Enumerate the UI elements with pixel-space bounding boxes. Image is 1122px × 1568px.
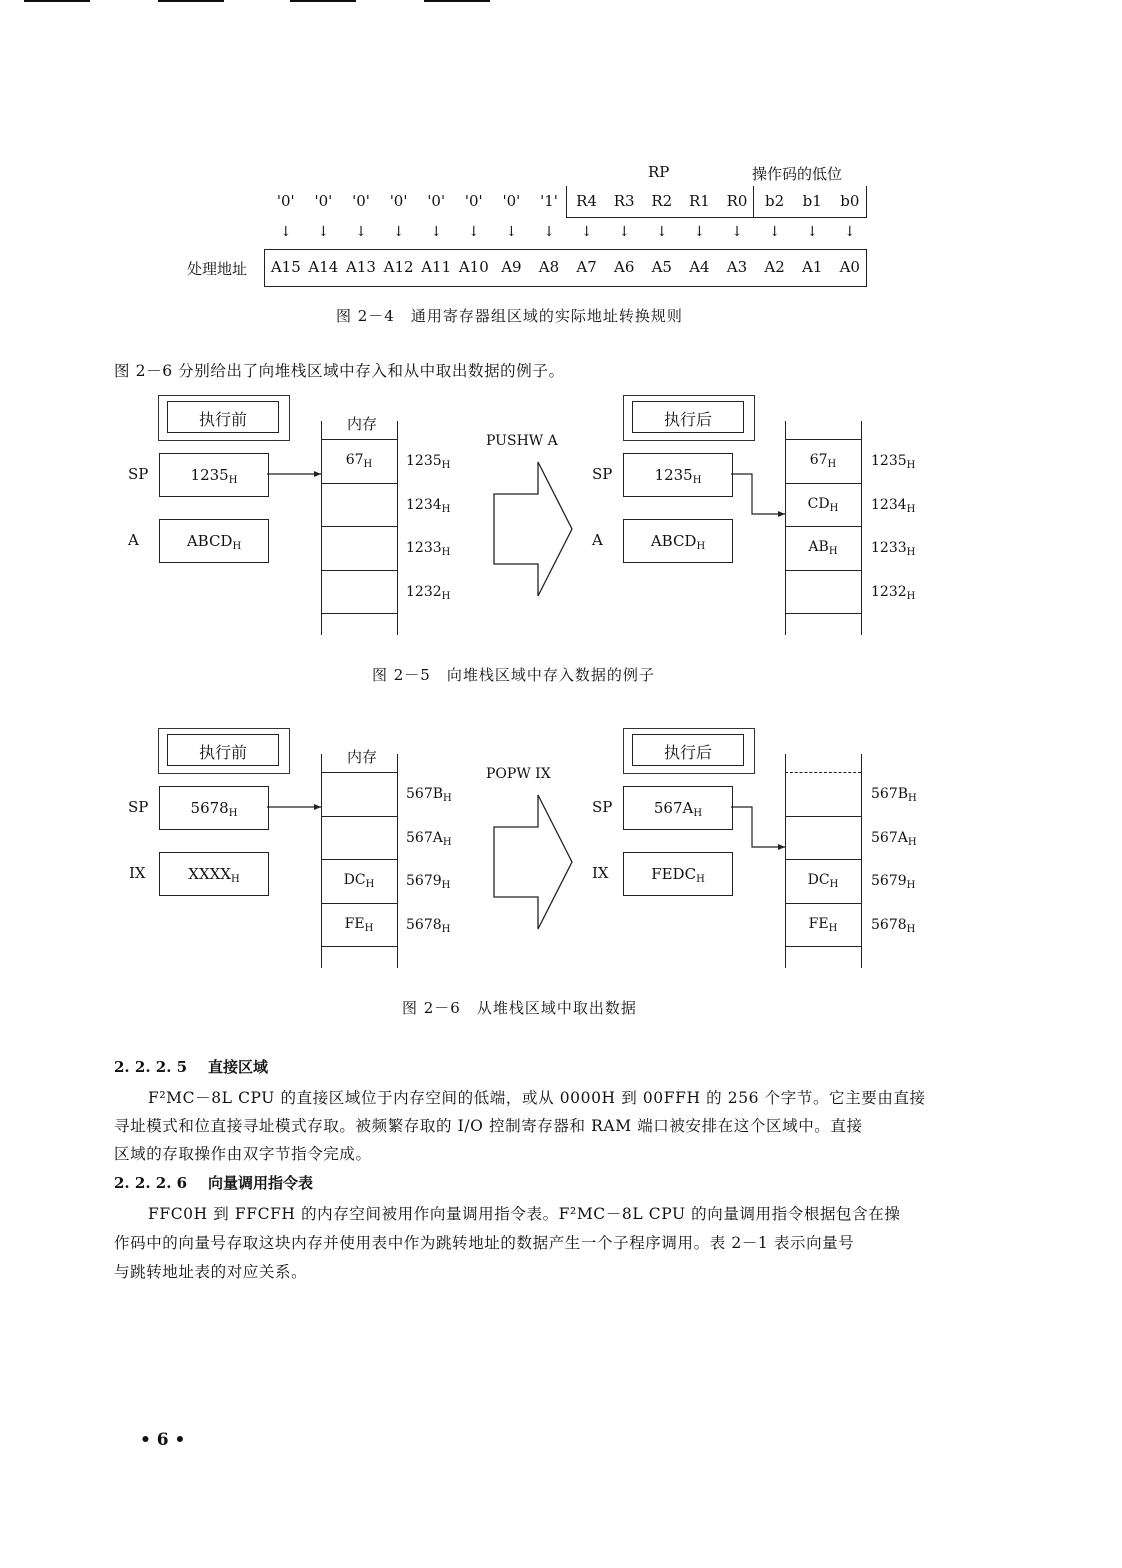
register-value-after: $ABCD_H$ — [650, 532, 706, 552]
sec225-line-1: F²MC－8L CPU 的直接区域位于内存空间的低端，或从 0000H 到 00FFH 的 256 个字节。它主要由直接 — [148, 1089, 926, 1107]
pointer-arrows — [0, 728, 1122, 988]
sp-pointer-after — [731, 807, 785, 847]
register-name: SP — [128, 798, 149, 816]
memory-label: 内存 — [347, 415, 378, 433]
down-arrow-icon: ↓ — [355, 224, 367, 240]
source-bit: R1 — [688, 192, 710, 210]
address-label-after: $5678_H$ — [871, 917, 916, 935]
address-bit: A9 — [501, 258, 522, 276]
memory-after-cell-value: $67_H$ — [809, 452, 837, 470]
address-label-after: $567B_H$ — [871, 786, 917, 804]
after-frame-label: 执行后 — [663, 410, 712, 429]
source-bit: R4 — [576, 192, 598, 210]
register-name: SP — [128, 465, 149, 483]
before-frame-label: 执行前 — [198, 743, 247, 762]
down-arrow-icon: ↓ — [543, 224, 555, 240]
before-frame-label: 执行前 — [198, 410, 247, 429]
address-label-after: $1232_H$ — [871, 584, 916, 602]
source-bit: b0 — [840, 192, 860, 210]
down-arrow-icon: ↓ — [392, 224, 405, 240]
address-label: $1235_H$ — [406, 453, 451, 471]
section-number: 2. 2. 2. 5 — [114, 1058, 188, 1076]
source-bit: '0' — [352, 192, 370, 210]
address-bit: A15 — [270, 258, 301, 276]
register-name: A — [128, 531, 139, 549]
processing-address-label: 处理地址 — [187, 260, 248, 278]
memory-before-cell-value: $DC_H$ — [343, 872, 375, 890]
after-frame-label: 执行后 — [663, 743, 712, 762]
register-name-after: IX — [592, 864, 609, 882]
address-bit: A7 — [576, 258, 597, 276]
register-name: IX — [129, 864, 146, 882]
register-value-after: $FEDC_H$ — [651, 865, 705, 885]
sp-pointer-after — [731, 474, 785, 514]
address-bit: A2 — [764, 258, 785, 276]
down-arrow-icon: ↓ — [843, 224, 856, 240]
source-bit: '0' — [389, 192, 408, 210]
address-bit: A10 — [458, 258, 489, 276]
down-arrow-icon: ↓ — [505, 224, 518, 240]
address-label: $567A_H$ — [406, 830, 452, 848]
address-bit: A0 — [839, 258, 860, 276]
address-label-after: $5679_H$ — [871, 873, 916, 891]
sec226-line-3: 与跳转地址表的对应关系。 — [114, 1263, 308, 1281]
address-label: $5678_H$ — [406, 917, 451, 935]
register-name-after: SP — [592, 798, 613, 816]
pointer-arrows — [0, 395, 1122, 655]
address-bit: A13 — [346, 258, 376, 276]
instruction-text: POPW IX — [486, 766, 551, 782]
register-value-before: $1235_H$ — [190, 466, 238, 486]
memory-after-cell-value: $DC_H$ — [807, 872, 839, 890]
top-rule-3 — [290, 0, 356, 2]
arrow-head-icon — [778, 844, 785, 850]
down-arrow-icon: ↓ — [768, 224, 781, 240]
arrow-head-icon — [314, 804, 321, 810]
sec225-line-2: 寻址模式和位直接寻址模式存取。被频繁存取的 I/O 控制寄存器和 RAM 端口被安排在这个区域中。直接 — [114, 1117, 863, 1135]
source-bit: '0' — [464, 192, 483, 210]
source-bit: b1 — [802, 192, 822, 210]
down-arrow-icon: ↓ — [806, 224, 819, 240]
register-value-after: $1235_H$ — [654, 466, 702, 486]
address-bit: A3 — [726, 258, 748, 276]
address-label-after: $1233_H$ — [871, 540, 916, 558]
source-bit: '0' — [502, 192, 521, 210]
address-label: $1232_H$ — [406, 584, 451, 602]
down-arrow-icon: ↓ — [693, 224, 706, 240]
memory-before-cell-value: $67_H$ — [345, 452, 373, 470]
address-bit: A12 — [383, 258, 414, 276]
register-name-after: SP — [592, 465, 613, 483]
source-bit: R3 — [613, 192, 635, 210]
address-label: $567B_H$ — [406, 786, 452, 804]
address-label: $1234_H$ — [406, 497, 451, 515]
down-arrow-icon: ↓ — [467, 224, 480, 240]
section-title: 直接区域 — [207, 1058, 268, 1076]
page-number: • 6 • — [140, 1430, 186, 1450]
section-number: 2. 2. 2. 6 — [114, 1174, 188, 1192]
down-arrow-icon: ↓ — [317, 224, 330, 240]
register-value-after: $567A_H$ — [653, 799, 703, 819]
memory-after-cell-value: $FE_H$ — [808, 916, 838, 934]
figure-2-5-caption: 图 2－5 向堆栈区域中存入数据的例子 — [372, 666, 655, 684]
sec226-line-1: FFC0H 到 FFCFH 的内存空间被用作向量调用指令表。F²MC－8L CPU 的向量调用指令根据包含在操 — [148, 1205, 901, 1223]
memory-label: 内存 — [347, 748, 378, 766]
address-label-after: $1234_H$ — [871, 497, 916, 515]
address-bit: A8 — [538, 258, 560, 276]
address-label-after: $1235_H$ — [871, 453, 916, 471]
opcode-low-label: 操作码的低位 — [752, 165, 843, 183]
source-bit: b2 — [765, 192, 785, 210]
address-bit: A1 — [801, 258, 823, 276]
memory-after-cell-value: $CD_H$ — [807, 496, 839, 514]
arrow-head-icon — [778, 511, 785, 517]
sec225-line-3: 区域的存取操作由双字节指令完成。 — [114, 1145, 372, 1163]
intro-paragraph: 图 2－6 分别给出了向堆栈区域中存入和从中取出数据的例子。 — [114, 362, 565, 380]
memory-after-cell-value: $AB_H$ — [808, 539, 838, 557]
down-arrow-icon: ↓ — [731, 224, 743, 240]
register-value-before: $XXXX_H$ — [188, 865, 240, 885]
address-label: $5679_H$ — [406, 873, 451, 891]
sec226-line-2: 作码中的向量号存取这块内存并使用表中作为跳转地址的数据产生一个子程序调用。表 2－1 表示向量号 — [114, 1234, 855, 1252]
source-bit: R2 — [651, 192, 673, 210]
down-arrow-icon: ↓ — [279, 224, 292, 240]
register-value-before: $5678_H$ — [190, 799, 238, 819]
down-arrow-icon: ↓ — [430, 224, 443, 240]
instruction-text: PUSHW A — [486, 433, 558, 449]
source-bit: '1' — [540, 192, 558, 210]
source-bit: '0' — [427, 192, 446, 210]
register-value-before: $ABCD_H$ — [186, 532, 242, 552]
section-2-2-2-5-heading — [114, 1056, 268, 1077]
section-2-2-2-6-heading — [114, 1172, 313, 1193]
down-arrow-icon: ↓ — [655, 224, 668, 240]
address-bit: A4 — [689, 258, 710, 276]
address-bit: A6 — [613, 258, 635, 276]
figure-2-6-caption: 图 2－6 从堆栈区域中取出数据 — [402, 999, 637, 1017]
top-rule-4 — [424, 0, 490, 2]
address-bit: A5 — [651, 258, 672, 276]
source-bit: '0' — [314, 192, 333, 210]
arrow-head-icon — [314, 471, 321, 477]
register-name-after: A — [592, 531, 603, 549]
address-label: $1233_H$ — [406, 540, 451, 558]
source-bit: '0' — [276, 192, 295, 210]
address-label-after: $567A_H$ — [871, 830, 917, 848]
address-bit: A11 — [421, 258, 452, 276]
top-rule-1 — [24, 0, 90, 2]
down-arrow-icon: ↓ — [580, 224, 593, 240]
down-arrow-icon: ↓ — [618, 224, 631, 240]
address-bit: A14 — [308, 258, 339, 276]
top-rule-2 — [158, 0, 224, 2]
memory-before-cell-value: $FE_H$ — [344, 916, 374, 934]
rp-label: RP — [648, 163, 670, 181]
figure-2-4-caption: 图 2－4 通用寄存器组区域的实际地址转换规则 — [336, 307, 683, 325]
source-bit: R0 — [726, 192, 748, 210]
section-title: 向量调用指令表 — [207, 1174, 313, 1192]
